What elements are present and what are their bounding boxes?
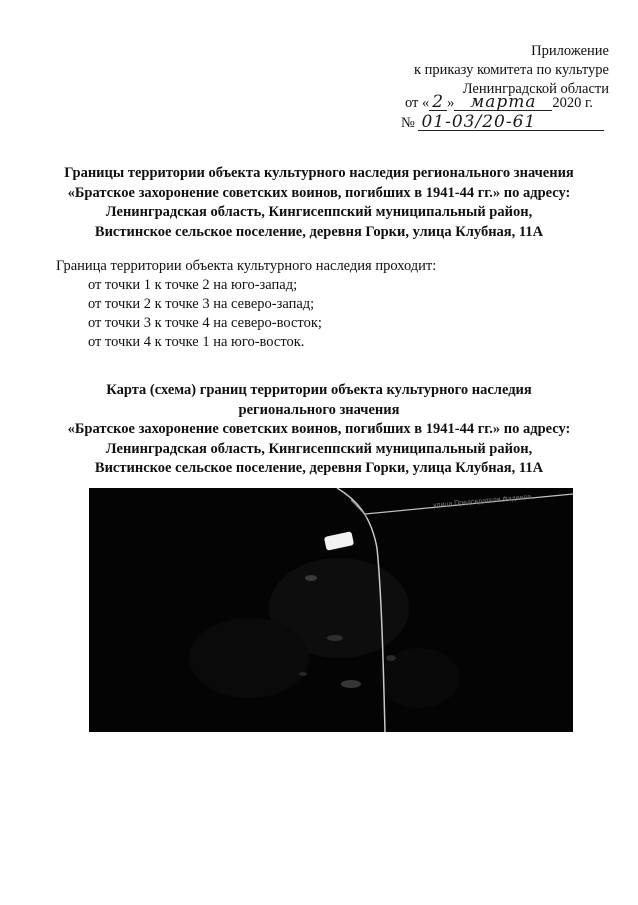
- date-month: марта: [454, 95, 552, 111]
- map-title: [0, 381, 638, 479]
- number-prefix: №: [401, 115, 415, 131]
- date-day: 2: [429, 95, 447, 111]
- boundaries-title-line-4: Вистинское сельское поселение, деревня Горки, улица Клубная, 11А: [94, 223, 544, 240]
- boundaries-title-line-2: «Братское захоронение советских воинов, погибших в 1941-44 гг.» по адресу:: [67, 184, 571, 201]
- annex-number: [401, 112, 604, 132]
- map-title-line-4: Ленинградская область, Кингисеппский муниципальный район,: [105, 440, 533, 457]
- map-scheme-graphic: [89, 488, 573, 732]
- map-street-label: улица Председателя Фадеева: [432, 493, 532, 510]
- map-title-line-3: «Братское захоронение советских воинов, погибших в 1941-44 гг.» по адресу:: [67, 421, 571, 437]
- map-title-line-5: Вистинское сельское поселение, деревня Горки, улица Клубная, 11А: [94, 460, 544, 476]
- boundaries-title-line-1: Границы территории объекта культурного наследия регионального значения: [64, 165, 574, 181]
- boundaries-title-line-3: Ленинградская область, Кингисеппский муниципальный район,: [105, 204, 533, 220]
- annex-title: Приложение: [531, 43, 609, 59]
- boundary-point-item: от точки 2 к точке 3 на северо-запад;: [88, 296, 315, 312]
- boundary-points-list: [88, 276, 322, 352]
- map-title-line-2: регионального значения: [238, 401, 400, 418]
- boundary-point-item: от точки 4 к точке 1 на юго-восток.: [88, 334, 305, 350]
- annex-region: Ленинградской области: [462, 81, 609, 97]
- boundary-point-item: от точки 1 к точке 2 на юго-запад;: [88, 277, 298, 293]
- annex-order-ref: к приказу комитета по культуре: [413, 62, 609, 78]
- boundary-point-item: от точки 3 к точке 4 на северо-восток;: [88, 315, 322, 331]
- boundary-intro: Граница территории объекта культурного наследия проходит:: [56, 258, 437, 274]
- map-image: [89, 488, 573, 732]
- boundaries-title: [0, 164, 638, 242]
- annex-header: [329, 42, 609, 99]
- date-year: 2020 г.: [552, 95, 593, 111]
- map-title-line-1: Карта (схема) границ территории объекта культурного наследия: [106, 382, 532, 398]
- number-value: 01-03/20-61: [418, 115, 604, 131]
- date-mid: »: [447, 95, 455, 111]
- date-prefix: от «: [405, 95, 430, 111]
- annex-date: [405, 92, 593, 112]
